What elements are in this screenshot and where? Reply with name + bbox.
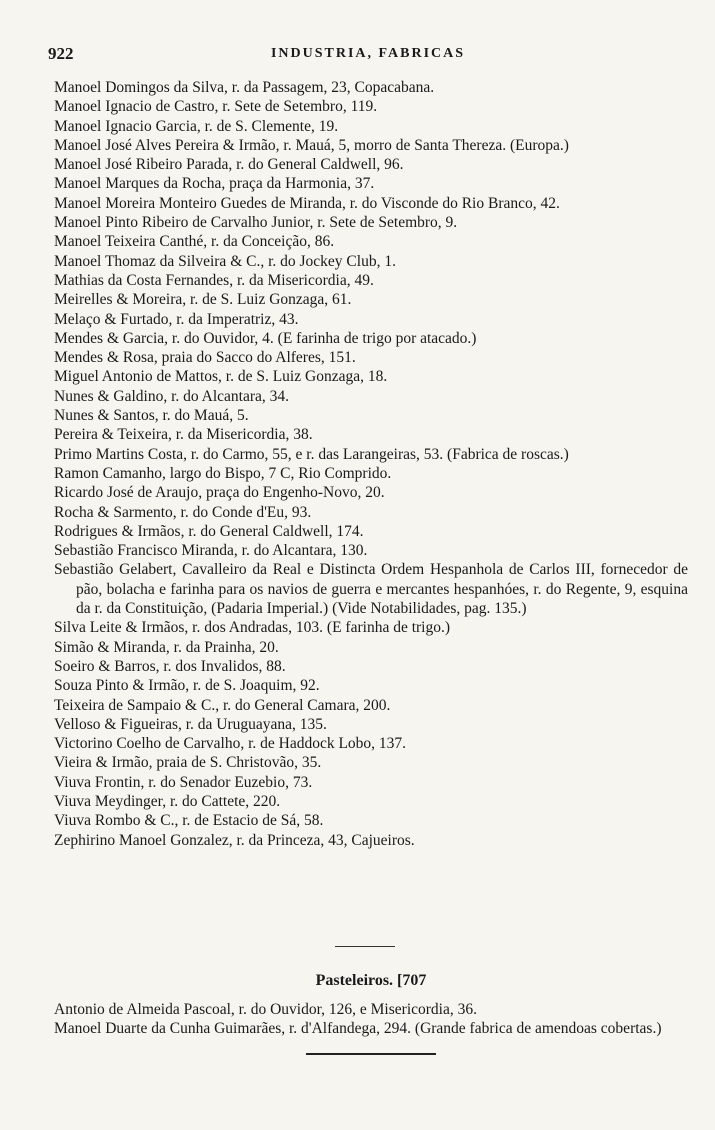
list-item: Viuva Frontin, r. do Senador Euzebio, 73.	[54, 773, 313, 791]
list-item: Velloso & Figueiras, r. da Uruguayana, 135.	[54, 715, 327, 733]
list-item: Manoel Pinto Ribeiro de Carvalho Junior, r. Sete de Setembro, 9.	[54, 214, 458, 232]
list-item: Rocha & Sarmento, r. do Conde d'Eu, 93.	[54, 503, 312, 521]
list-item: Souza Pinto & Irmão, r. de S. Joaquim, 92.	[54, 677, 320, 695]
list-item: Nunes & Santos, r. do Mauá, 5.	[54, 407, 249, 425]
running-title: INDUSTRIA, FABRICAS	[270, 46, 466, 61]
list-item: Rodrigues & Irmãos, r. do General Caldwell, 174.	[54, 522, 364, 540]
list-item: Manoel Duarte da Cunha Guimarães, r. d'Alfandega, 294. (Grande fabrica de amendoas cobertas.)	[54, 1020, 662, 1038]
list-item: Pereira & Teixeira, r. da Misericordia, 38.	[54, 426, 313, 444]
section-title: Pasteleiros. [707	[315, 972, 427, 989]
list-item: Manoel José Alves Pereira & Irmão, r. Mauá, 5, morro de Santa Thereza. (Europa.)	[54, 136, 569, 154]
list-item: Primo Martins Costa, r. do Carmo, 55, e r. das Larangeiras, 53. (Fabrica de roscas.)	[54, 445, 569, 463]
list-item: Silva Leite & Irmãos, r. dos Andradas, 103. (E farinha de trigo.)	[54, 619, 451, 637]
list-item: Meirelles & Moreira, r. de S. Luiz Gonzaga, 61.	[54, 291, 352, 309]
list-item: Manoel Teixeira Canthé, r. da Conceição, 86.	[54, 233, 335, 251]
list-item: Nunes & Galdino, r. do Alcantara, 34.	[54, 387, 290, 405]
list-item: Vieira & Irmão, praia de S. Christovão, 35.	[54, 754, 322, 772]
list-item: Manoel Thomaz da Silveira & C., r. do Jockey Club, 1.	[54, 252, 396, 270]
section-entry-list	[54, 1000, 688, 1039]
list-item: Mathias da Costa Fernandes, r. da Misericordia, 49.	[54, 271, 374, 289]
list-item: Ramon Camanho, largo do Bispo, 7 C, Rio Comprido.	[54, 464, 392, 482]
list-item: Simão & Miranda, r. da Prainha, 20.	[54, 638, 279, 656]
entry-list	[54, 78, 688, 850]
list-item: Ricardo José de Araujo, praça do Engenho-Novo, 20.	[54, 484, 385, 502]
list-item: Manoel Domingos da Silva, r. da Passagem, 23, Copacabana.	[54, 79, 435, 96]
list-item: Zephirino Manoel Gonzalez, r. da Princeza, 43, Cajueiros.	[54, 831, 415, 849]
list-item: Melaço & Furtado, r. da Imperatriz, 43.	[54, 310, 299, 328]
list-item: Miguel Antonio de Mattos, r. de S. Luiz Gonzaga, 18.	[54, 368, 388, 386]
end-rule	[306, 1053, 436, 1055]
list-item: Sebastião Gelabert, Cavalleiro da Real e Distincta Ordem Hespanhola de Carlos III, fornecedor de pão, bolacha e farinha para os navios de guerra e mercantes hespanhóes, r. do Regente, 9, esquina da r. da Constituição, (Padaria Imperial.) (Vide Notabilidades, pag. 135.)	[54, 561, 688, 618]
list-item: Victorino Coelho de Carvalho, r. de Haddock Lobo, 137.	[54, 735, 407, 753]
section-divider	[335, 946, 395, 947]
page-header	[48, 44, 688, 66]
list-item: Manoel Marques da Rocha, praça da Harmonia, 37.	[54, 175, 375, 193]
section-pasteleiros	[54, 968, 688, 1055]
list-item: Teixeira de Sampaio & C., r. do General Camara, 200.	[54, 696, 391, 714]
list-item: Manoel José Ribeiro Parada, r. do General Caldwell, 96.	[54, 156, 404, 174]
page-number: 922	[48, 44, 74, 63]
list-item: Soeiro & Barros, r. dos Invalidos, 88.	[54, 657, 286, 675]
list-item: Manoel Ignacio Garcia, r. de S. Clemente, 19.	[54, 117, 339, 135]
list-item: Mendes & Rosa, praia do Sacco do Alferes, 151.	[54, 349, 356, 367]
list-item: Antonio de Almeida Pascoal, r. do Ouvidor, 126, e Misericordia, 36.	[54, 1001, 477, 1018]
list-item: Manoel Moreira Monteiro Guedes de Miranda, r. do Visconde do Rio Branco, 42.	[54, 194, 560, 212]
list-item: Viuva Rombo & C., r. de Estacio de Sá, 58.	[54, 812, 324, 830]
list-item: Viuva Meydinger, r. do Cattete, 220.	[54, 792, 281, 810]
list-item: Mendes & Garcia, r. do Ouvidor, 4. (E farinha de trigo por atacado.)	[54, 329, 477, 347]
list-item: Sebastião Francisco Miranda, r. do Alcantara, 130.	[54, 542, 368, 560]
list-item: Manoel Ignacio de Castro, r. Sete de Setembro, 119.	[54, 98, 378, 116]
